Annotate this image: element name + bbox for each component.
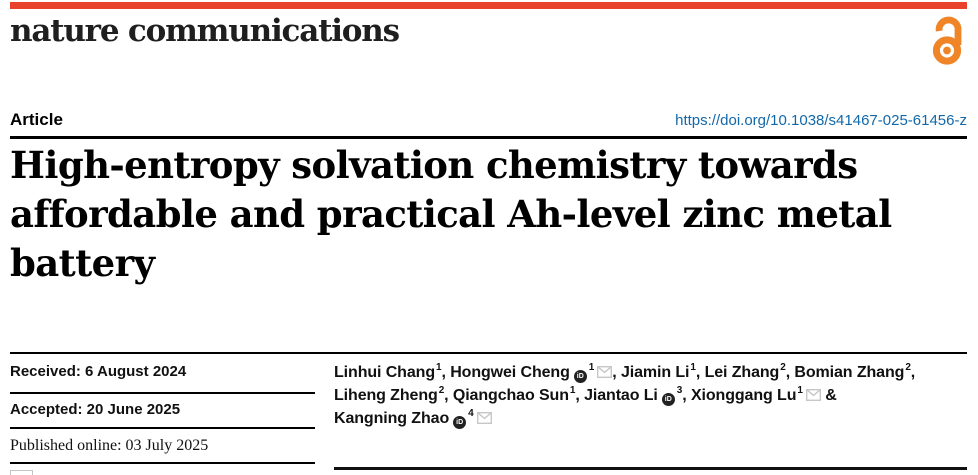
doi-link[interactable]: https://doi.org/10.1038/s41467-025-61456-z [675,112,967,129]
author-list [334,361,970,430]
author-name: Xionggang Lu [690,387,797,404]
author-separator: , [575,387,585,404]
affiliation-superscript: 2 [438,384,445,396]
author-name: Liheng Zheng [334,387,438,404]
check-for-updates-badge-partial[interactable] [10,470,33,475]
author-name: Lei Zhang [704,364,780,381]
affiliation-superscript: 1 [436,361,442,373]
published-date: Published online: 03 July 2025 [10,437,209,454]
envelope-icon[interactable] [806,387,821,404]
affiliation-superscript: 2 [905,361,911,373]
date-divider [10,427,315,429]
open-access-icon [929,15,966,70]
brand-top-bar [10,2,967,9]
author-name: Jiamin Li [620,364,690,381]
affiliation-superscript: 1 [569,384,576,396]
title-line: High-entropy solvation chemistry towards [10,143,858,187]
envelope-icon[interactable] [477,410,492,427]
affiliation-superscript: 1 [797,384,803,396]
title-line: affordable and practical Ah-level zinc metal [10,192,892,236]
article-title [10,141,967,288]
orcid-icon[interactable]: iD [453,416,466,429]
header-rule [10,136,967,139]
author-name: Linhui Chang [334,364,436,381]
author-separator: , [695,364,705,381]
accepted-date: Accepted: 20 June 2025 [10,401,181,418]
orcid-icon[interactable]: iD [574,370,587,383]
date-divider [10,462,315,464]
author-name: Bomian Zhang [794,364,905,381]
author-name: Kangning Zhao [334,410,450,427]
author-separator: , [441,364,451,381]
envelope-icon[interactable] [597,364,612,381]
orcid-icon[interactable]: iD [662,393,675,406]
affiliation-superscript: 1 [690,361,696,373]
affiliation-superscript: 2 [780,361,786,373]
affiliation-superscript: 1 [588,361,595,373]
author-separator: , [910,364,916,381]
metadata-top-rule [10,352,967,354]
author-separator: , [444,387,453,404]
author-line [334,361,970,384]
author-separator: , [612,364,621,381]
author-line [334,384,970,407]
author-separator: & [820,387,837,404]
date-divider [10,392,315,394]
author-line [334,407,970,430]
author-name: Qiangchao Sun [452,387,569,404]
abstract-top-rule [334,467,967,470]
journal-logo: nature communications [10,13,399,49]
author-separator: , [682,387,691,404]
article-type-label: Article [10,110,63,129]
author-name: Hongwei Cheng [450,364,570,381]
affiliation-superscript: 4 [468,407,474,419]
author-separator: , [785,364,795,381]
title-line: battery [10,241,155,285]
author-name: Jiantao Li [584,387,658,404]
affiliation-superscript: 3 [676,384,683,396]
received-date: Received: 6 August 2024 [10,363,187,380]
